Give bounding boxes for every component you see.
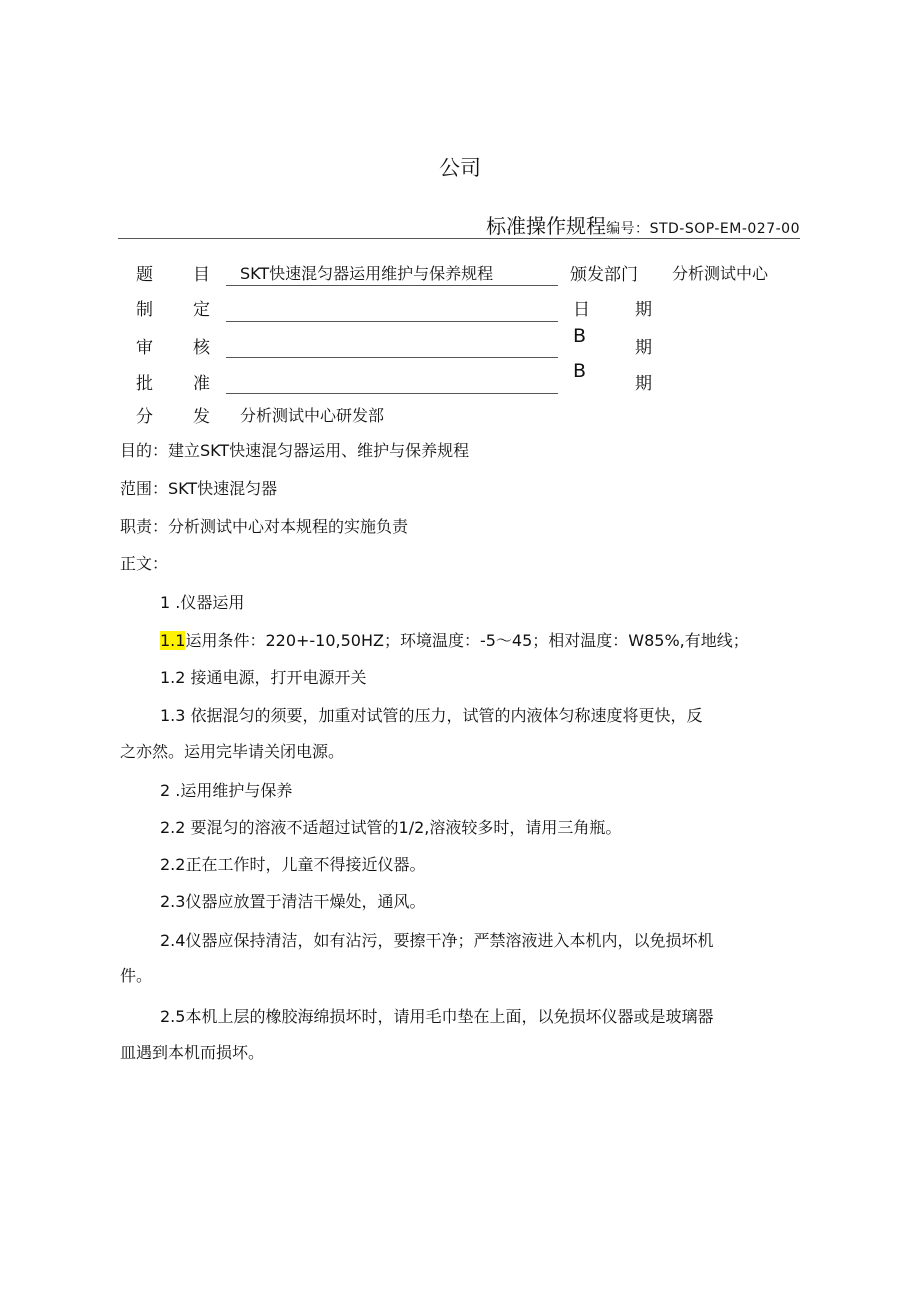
author-label-2: 定	[193, 300, 210, 320]
item-1-3-line-2: 之亦然。运用完毕请关闭电源。	[120, 742, 345, 761]
duty-line: 职责：分析测试中心对本规程的实施负责	[120, 517, 409, 536]
item-2-4-line-2: 件。	[120, 966, 153, 985]
approve-date-label: 期	[635, 374, 652, 394]
scope-line: 范围：SKT快速混匀器	[120, 479, 278, 498]
distrib-label-1: 分	[136, 407, 153, 427]
company-name: 公司	[439, 156, 481, 180]
review-label-1: 审	[136, 338, 153, 358]
distrib-label-2: 发	[193, 407, 210, 427]
item-1-1-text: 运用条件：220+-10,50HZ；环境温度：-5～45；相对温度：W85%,有地线；	[185, 631, 749, 650]
review-underline	[226, 357, 558, 358]
item-2-5-line-2: 皿遇到本机而损坏。	[120, 1043, 265, 1062]
approve-date-glyph: B	[573, 360, 587, 382]
approve-label-1: 批	[136, 374, 153, 394]
code-label: 编号：	[606, 221, 650, 237]
item-2-2a: 2.2 要混匀的溶液不适超过试管的1/2,溶液较多时，请用三角瓶。	[160, 818, 622, 837]
item-1-1	[160, 628, 749, 651]
document-code: STD-SOP-EM-027-00	[649, 221, 800, 237]
title-label-1: 题	[136, 265, 153, 285]
author-label-1: 制	[136, 300, 153, 320]
section-1-heading: 1 .仪器运用	[160, 593, 245, 612]
review-date-label: 期	[635, 338, 652, 358]
item-1-1-number: 1.1	[160, 631, 186, 650]
issue-dept-value: 分析测试中心	[672, 264, 769, 283]
title-value: SKT快速混匀器运用维护与保养规程	[240, 264, 494, 283]
issue-dept-label: 颁发部门	[570, 265, 638, 285]
approve-underline	[226, 393, 558, 394]
title-label-2: 目	[193, 265, 210, 285]
section-2-heading: 2 .运用维护与保养	[160, 781, 293, 800]
document-type-heading	[486, 210, 800, 239]
item-2-4-line-1: 2.4仪器应保持清洁，如有沾污，要擦干净；严禁溶液进入本机内，以免损坏机	[160, 931, 714, 950]
title-underline	[226, 285, 558, 286]
date-label-2: 期	[635, 300, 652, 320]
item-2-2b: 2.2正在工作时，儿童不得接近仪器。	[160, 855, 426, 874]
date-label-1: 日	[573, 300, 590, 320]
main-text-label: 正文：	[120, 554, 169, 573]
document-type: 标准操作规程	[486, 214, 607, 238]
review-date-glyph: B	[573, 325, 587, 347]
item-1-2: 1.2 接通电源，打开电源开关	[160, 668, 367, 687]
distrib-value: 分析测试中心研发部	[240, 406, 385, 425]
approve-label-2: 准	[193, 374, 210, 394]
item-1-3-line-1: 1.3 依据混匀的须要，加重对试管的压力，试管的内液体匀称速度将更快，反	[160, 706, 703, 725]
review-label-2: 核	[193, 338, 210, 358]
item-2-3: 2.3仪器应放置于清洁干燥处，通风。	[160, 892, 426, 911]
header-rule	[118, 238, 800, 239]
author-underline	[226, 321, 558, 322]
purpose-line: 目的：建立SKT快速混匀器运用、维护与保养规程	[120, 441, 470, 460]
item-2-5-line-1: 2.5本机上层的橡胶海绵损坏时，请用毛巾垫在上面，以免损坏仪器或是玻璃器	[160, 1007, 714, 1026]
